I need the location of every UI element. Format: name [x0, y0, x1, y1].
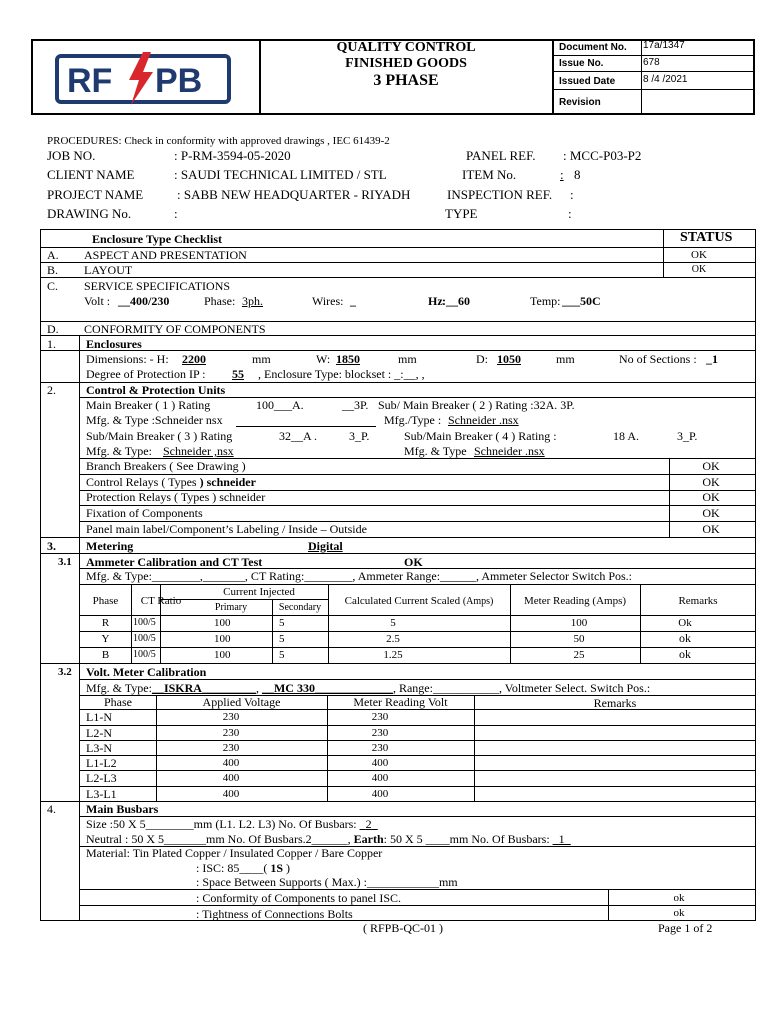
ammeter-cell-meter: 50 [573, 633, 585, 645]
amm-header-current: Current Injected [223, 586, 295, 598]
control-row-status: OK [702, 506, 720, 520]
procedures-text: PROCEDURES: Check in conformity with approved drawings , IEC 61439-2 [47, 135, 390, 147]
ammeter-code: 3.1 [58, 556, 72, 568]
section-b-code: B. [47, 263, 59, 277]
enclosures-title: Enclosures [86, 337, 142, 351]
voltmeter-cell-reading: 400 [371, 772, 389, 784]
enclosures-code: 1. [47, 337, 56, 351]
mfg-type-1: Mfg. & Type :Schneider nsx [86, 413, 223, 427]
ammeter-cell-meter: 100 [570, 617, 588, 629]
voltmeter-cell-phase: L1-N [86, 710, 112, 724]
width-unit: mm [398, 352, 417, 366]
ammeter-cell-primary: 100 [214, 617, 231, 629]
ammeter-cell-secondary: 5 [279, 617, 285, 629]
amm-header-primary: Primary [214, 602, 248, 613]
sub-main-breaker-4-poles: 3_P. [677, 429, 698, 443]
phase-value: 3ph. [242, 294, 263, 308]
svg-text:RF: RF [67, 62, 113, 100]
svg-text:PB: PB [155, 62, 203, 100]
busbars-code: 4. [47, 802, 56, 816]
volt-label: Volt : [84, 294, 111, 308]
control-row-label: Panel main label/Component’s Labeling / Inside – Outside [86, 522, 367, 536]
busbar-size-line: Size :50 X 5________mm (L1. L2. L3) No. Of Busbars: _2_ [86, 817, 378, 831]
control-title: Control & Protection Units [86, 383, 226, 397]
dimensions-label: Dimensions: - H: [86, 352, 169, 366]
wires-value: _ [350, 294, 356, 308]
sub-main-breaker-3: Sub/Main Breaker ( 3 ) Rating [86, 429, 233, 443]
type-colon: : [568, 206, 572, 221]
voltmeter-cell-applied: 400 [222, 772, 240, 784]
control-code: 2. [47, 383, 56, 397]
ammeter-cell-ct: 100/5 [133, 649, 156, 660]
drawing-no-colon: : [174, 206, 178, 221]
control-row-label: Control Relays ( Types ) schneider [86, 475, 256, 489]
material-line: Material: Tin Plated Copper / Insulated Copper / Bare Copper [86, 846, 383, 860]
project-name-label: PROJECT NAME [47, 187, 144, 202]
section-a-status: OK [691, 249, 707, 261]
height-unit: mm [252, 352, 271, 366]
panel-ref-label: PANEL REF. [466, 148, 536, 163]
hz-label: Hz [428, 294, 443, 308]
voltmeter-mfg-line: Mfg. & Type:__ISKRA_________, __MC 330_____________, Range:___________, Voltmeter Select. Switch Pos.: [86, 681, 651, 695]
space-line: : Space Between Supports ( Max.) :____________mm [196, 875, 458, 889]
item-no-colon: : [560, 167, 564, 182]
title-3-phase: 3 PHASE [373, 72, 439, 89]
ammeter-cell-calc: 5 [390, 617, 396, 629]
company-logo [55, 50, 235, 106]
voltmeter-cell-reading: 400 [371, 757, 389, 769]
ammeter-cell-remark: Ok [678, 617, 692, 629]
control-row-status: OK [702, 475, 720, 489]
job-no-label: JOB NO. [47, 148, 96, 163]
control-row-status: OK [702, 459, 720, 473]
inspection-ref-label: INSPECTION REF. [447, 187, 553, 202]
section-b-label: LAYOUT [84, 263, 133, 277]
control-row-label: Fixation of Components [86, 506, 203, 520]
title-finished-goods: FINISHED GOODS [345, 56, 467, 71]
issue-no-value: 678 [643, 57, 660, 68]
voltmeter-cell-phase: L3-N [86, 741, 112, 755]
wires-label: Wires: [312, 294, 344, 308]
issue-no-label: Issue No. [559, 58, 604, 69]
voltmeter-cell-phase: L2-N [86, 726, 112, 740]
conformity-line: : Conformity of Components to panel ISC. [196, 891, 401, 905]
voltmeter-cell-reading: 400 [371, 788, 389, 800]
depth-value: 1050 [497, 352, 521, 366]
item-no-value: 8 [574, 167, 581, 182]
amm-header-ct: CT Ratio [140, 595, 182, 607]
doc-no-label: Document No. [559, 42, 627, 53]
hz-value: :__60 [442, 294, 470, 308]
width-label: W: [316, 352, 331, 366]
volt-header-remarks: Remarks [593, 696, 637, 710]
voltmeter-cell-applied: 230 [222, 711, 240, 723]
ammeter-cell-secondary: 5 [279, 649, 285, 661]
ammeter-cell-calc: 1.25 [383, 649, 403, 661]
section-d-label: CONFORMITY OF COMPONENTS [84, 322, 266, 336]
mfg-type-2-label: Mfg./Type : [384, 413, 442, 427]
voltmeter-cell-applied: 230 [222, 742, 240, 754]
voltmeter-cell-applied: 230 [222, 727, 240, 739]
job-no-value: : P-RM-3594-05-2020 [174, 148, 291, 163]
mfg-type-3-label: Mfg. & Type: [86, 444, 152, 458]
drawing-no-label: DRAWING No. [47, 206, 132, 221]
tightness-line: : Tightness of Connections Bolts [196, 907, 353, 921]
voltmeter-cell-applied: 400 [222, 757, 240, 769]
voltmeter-code: 3.2 [58, 666, 72, 678]
ammeter-cell-primary: 100 [214, 649, 231, 661]
enclosure-type: , Enclosure Type: blockset : _:__, , [258, 367, 425, 381]
ip-label: Degree of Protection IP : [86, 367, 206, 381]
ammeter-cell-phase: B [101, 649, 110, 661]
volt-header-applied: Applied Voltage [202, 695, 281, 709]
metering-type: Digital [308, 539, 343, 553]
conformity-status: ok [673, 892, 685, 904]
height-value: 2200 [182, 352, 206, 366]
depth-unit: mm [556, 352, 575, 366]
temp-label: Temp: [530, 294, 561, 308]
metering-code: 3. [47, 539, 56, 553]
checklist-header: Enclosure Type Checklist [92, 232, 223, 246]
ammeter-cell-phase: R [101, 617, 110, 629]
voltmeter-cell-applied: 400 [222, 788, 240, 800]
amm-header-calc: Calculated Current Scaled (Amps) [344, 595, 494, 607]
ammeter-cell-primary: 100 [214, 633, 231, 645]
main-breaker-1-amp: 100___A. [256, 398, 304, 412]
voltmeter-cell-reading: 230 [371, 742, 389, 754]
depth-label: D: [476, 352, 488, 366]
phase-label: Phase: [204, 294, 236, 308]
amm-header-remarks: Remarks [678, 595, 718, 607]
ammeter-cell-secondary: 5 [279, 633, 285, 645]
ammeter-cell-ct: 100/5 [133, 617, 156, 628]
type-label: TYPE [445, 206, 478, 221]
isc-line: : ISC: 85____( 1S ) [196, 861, 291, 875]
control-row-status: OK [702, 522, 720, 536]
issued-date-value: 8 /4 /2021 [643, 74, 688, 85]
ammeter-cell-calc: 2.5 [386, 633, 400, 645]
tightness-status: ok [673, 907, 685, 919]
voltmeter-cell-reading: 230 [371, 727, 389, 739]
title-quality-control: QUALITY CONTROL [336, 40, 476, 55]
ammeter-mfg-line: Mfg. & Type:________,_______, CT Rating:________, Ammeter Range:______, Ammeter Selector Switch Pos.: [86, 569, 633, 583]
project-name-value: : SABB NEW HEADQUARTER - RIYADH [177, 187, 411, 202]
sub-main-breaker-3-amp: 32__A . [279, 429, 318, 443]
voltmeter-cell-phase: L2-L3 [86, 771, 117, 785]
issued-date-label: Issued Date [559, 76, 616, 87]
section-b-status: OK [691, 264, 707, 275]
sub-main-breaker-2: Sub/ Main Breaker ( 2 ) Rating :32A. 3P. [378, 398, 575, 412]
ammeter-cell-phase: Y [101, 633, 110, 645]
status-header: STATUS [680, 230, 733, 245]
ammeter-cell-remark: ok [679, 631, 691, 645]
sections-label: No of Sections : [619, 352, 697, 366]
revision-label: Revision [559, 97, 601, 108]
client-name-label: CLIENT NAME [47, 167, 135, 182]
control-row-label: Branch Breakers ( See Drawing ) [86, 459, 246, 473]
voltmeter-cell-phase: L1-L2 [86, 756, 117, 770]
volt-header-reading: Meter Reading Volt [353, 695, 448, 709]
client-name-value: : SAUDI TECHNICAL LIMITED / STL [174, 167, 387, 182]
volt-value: __400/230 [118, 294, 170, 308]
section-a-code: A. [47, 248, 59, 262]
voltmeter-title: Volt. Meter Calibration [86, 665, 207, 679]
sub-main-breaker-3-poles: 3_P. [349, 429, 370, 443]
form-code: ( RFPB-QC-01 ) [363, 921, 444, 935]
metering-title: Metering [86, 539, 134, 553]
mfg-type-4-label: Mfg. & Type [404, 444, 467, 458]
ammeter-cell-ct: 100/5 [133, 633, 156, 644]
mfg-type-4-value: Schneider .nsx [474, 444, 545, 458]
main-breaker-1-poles: __3P. [342, 398, 369, 412]
control-row-status: OK [702, 490, 720, 504]
busbars-title: Main Busbars [86, 802, 159, 816]
mfg-type-2-value: Schneider .nsx [448, 413, 519, 427]
ammeter-cell-meter: 25 [573, 649, 585, 661]
width-value: 1850 [336, 352, 360, 366]
voltmeter-cell-phase: L3-L1 [86, 787, 117, 801]
sub-main-breaker-4-amp: 18 A. [613, 429, 640, 443]
main-breaker-1: Main Breaker ( 1 ) Rating [86, 398, 211, 412]
mfg-type-3-value: Schneider ,nsx [163, 444, 234, 458]
ip-value: 55 [232, 367, 244, 381]
control-row-label: Protection Relays ( Types ) schneider [86, 490, 266, 504]
ammeter-title: Ammeter Calibration and CT Test [86, 555, 263, 569]
sub-main-breaker-4: Sub/Main Breaker ( 4 ) Rating : [404, 429, 557, 443]
page-number: Page 1 of 2 [658, 921, 713, 935]
panel-ref-value: : MCC-P03-P2 [563, 148, 642, 163]
section-a-label: ASPECT AND PRESENTATION [84, 248, 247, 262]
ammeter-cell-remark: ok [679, 647, 691, 661]
voltmeter-cell-reading: 230 [371, 711, 389, 723]
volt-header-phase: Phase [104, 695, 132, 709]
amm-header-meter: Meter Reading (Amps) [523, 595, 627, 607]
item-no-label: ITEM No. [462, 167, 517, 182]
inspection-ref-colon: : [570, 187, 574, 202]
section-c-code: C. [47, 279, 59, 293]
doc-no-value: 17a/1347 [643, 40, 685, 51]
neutral-line: Neutral : 50 X 5_______mm No. Of Busbars.2______, Earth: 50 X 5 ____mm No. Of Busbars: _1_ [86, 832, 571, 846]
ammeter-status: OK [404, 555, 423, 569]
temp-value: ___50C [562, 294, 601, 308]
amm-header-phase: Phase [92, 595, 119, 607]
section-c-label: SERVICE SPECIFICATIONS [84, 279, 231, 293]
amm-header-secondary: Secondary [278, 602, 322, 613]
section-d-code: D. [47, 322, 59, 336]
sections-value: _1 [706, 352, 718, 366]
